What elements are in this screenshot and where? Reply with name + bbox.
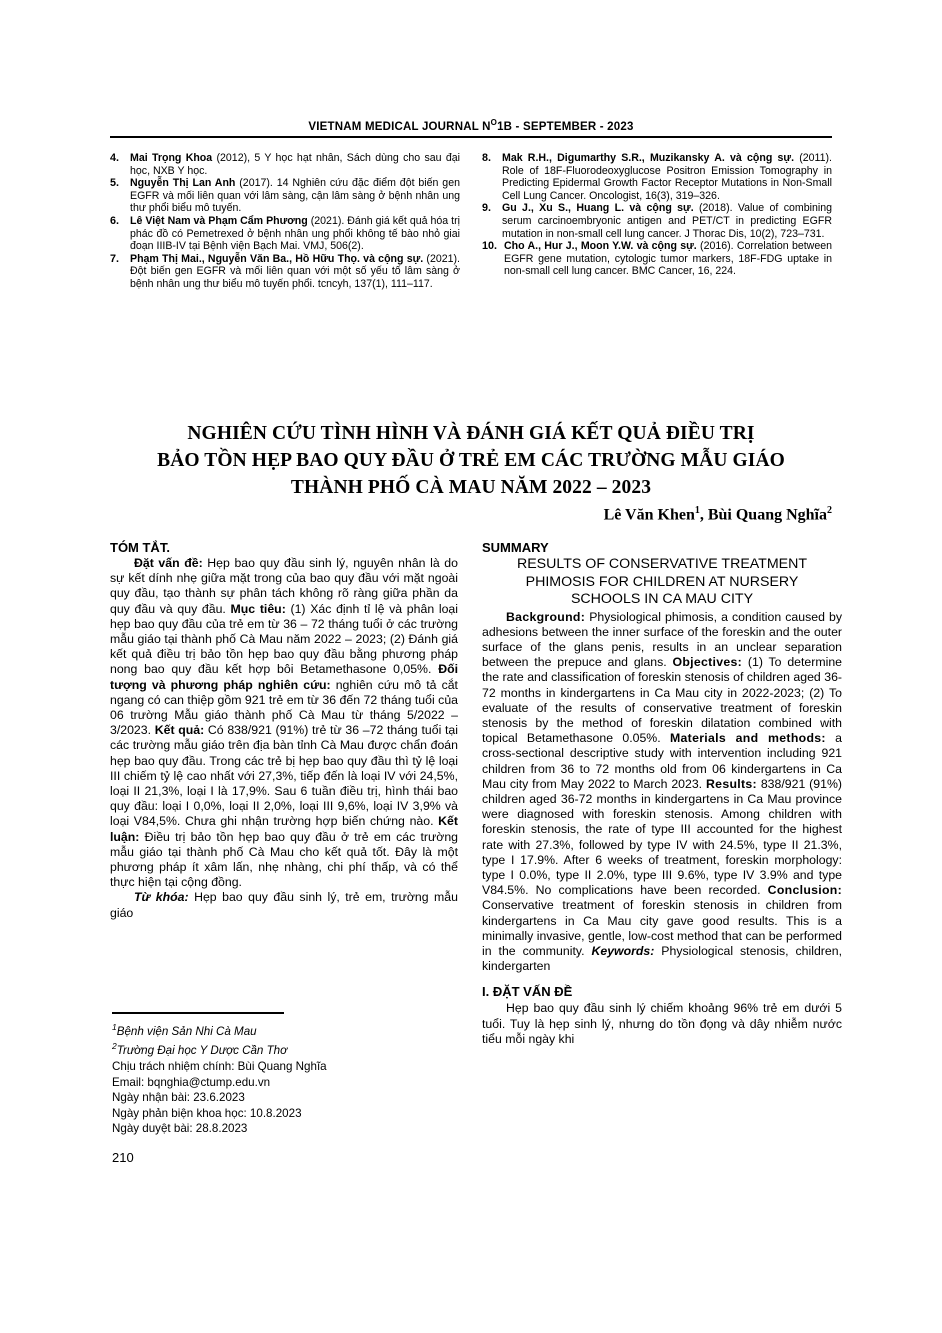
reference-authors: Cho A., Hur J., Moon Y.W. và cộng sự.: [504, 240, 697, 253]
reference-number: 10.: [482, 240, 498, 253]
reference-details: (2011). Role of 18F-Fluorodeoxyglucose Positron Emission Tomography in Predicting Epidermal Growth Factor Receptor Mutations in Non-Small Cell Lung Cancer. Oncologist, 16(3), 319–326.: [502, 152, 832, 202]
author-affiliation-marker: 1: [694, 505, 700, 516]
author-byline: [110, 505, 832, 524]
affiliation-1-text: Bệnh viện Sản Nhi Cà Mau: [116, 1024, 257, 1038]
reference-text: [130, 253, 460, 291]
reference-details: (2021). Đánh giá kết quả hóa trị phác đồ có Pemetrexed ở bệnh nhân ung phổi không tế bào nhỏ giai đoạn IIIB-IV tại Bệnh viện Bạch Mai. VMJ, 506(2).: [130, 214, 460, 253]
footnote-divider: [112, 1012, 284, 1014]
reference-details: (2021). Đột biến gen EGFR và mối liên quan với một số yếu tố lâm sàng ở bệnh nhân ung thư biểu mô tuyến phổi. tcncyh, 137(1), 111–117.: [130, 252, 460, 290]
en-label-conclusion: Conclusion:: [767, 883, 842, 898]
reference-number: 5.: [110, 177, 120, 190]
reference-number: 4.: [110, 152, 120, 164]
reference-text: [130, 177, 460, 215]
reference-details: (2018). Value of combining serum carcinoembryonic antigen and PET/CT in predicting EGFR mutation in non-small cell lung cancer. J Thorac Dis, 10(2), 723–731.: [502, 202, 832, 240]
reference-item: [482, 240, 832, 278]
vn-label-objectives: Mục tiêu:: [230, 601, 286, 616]
affiliation-1: [112, 1020, 462, 1039]
vn-abstract-heading: TÓM TẮT.: [110, 540, 170, 555]
article-title-line: THÀNH PHỐ CÀ MAU NĂM 2022 – 2023: [290, 477, 652, 498]
reference-number: 8.: [482, 152, 492, 164]
reference-item: [110, 177, 460, 215]
en-label-methods: Materials and methods:: [670, 731, 826, 746]
vn-label-methods: Đối tượng và phương pháp nghiên cứu:: [110, 662, 458, 692]
en-text-background: Physiological phimosis, a condition caused by adhesions between the inner surface of the foreskin and the outer surface of the glans penis, results in an unclear separation between the prepuce and glans.: [482, 609, 842, 670]
section-one-heading: I. ĐẶT VẤN ĐỀ: [482, 984, 573, 1000]
affiliation-2-text: Trường Đại học Y Dược Cần Thơ: [116, 1044, 288, 1058]
reference-item: [482, 152, 832, 202]
running-head: [110, 118, 832, 133]
corresponding-email: Email: bqnghia@ctump.edu.vn: [112, 1075, 271, 1089]
reference-item: [110, 253, 460, 291]
reference-details: (2016). Correlation between EGFR gene mutation, cytologic tumor markers, 18F-FDG uptake in non-small cell lung cancer. BMC Cancer, 16, 224.: [504, 240, 833, 278]
affiliation-marker: 1: [112, 1022, 117, 1032]
en-article-title: [482, 556, 842, 609]
reference-item: [110, 215, 460, 253]
vietnamese-abstract-column: [110, 540, 458, 1047]
page-number: 210: [112, 1150, 134, 1165]
en-text-objectives: (1) To determine the rate and classification of foreskin stenosis of children aged 36-72 months in kindergartens in Ca Mau city in 2022-2023; (2) To evaluate of the results of conservative treatment of foreskin stenosis by the method of foreskin dilatation combined with topical Betamethasone 0.05%.: [482, 655, 842, 746]
vn-text-background: Hẹp bao quy đầu sinh lý, nguyên nhân là do sự kết dính nhẹ giữa mặt trong của bao quy đầu với mặt ngoài quy đầu, tạo thành sự phân tách không rõ ràng giữa phần da quy đầu và quy đầu.: [110, 556, 458, 616]
author-name: Lê Văn Khen: [603, 506, 695, 524]
running-head-ordinal: O: [490, 118, 498, 127]
references-column-right: [482, 152, 832, 291]
en-text-methods: a cross-sectional descriptive study with intervention including 921 children from 36 to 72 months old from 06 kindergartens in Ca Mau city from May 2022 to March 2023.: [482, 731, 842, 791]
abstract-columns: [110, 540, 850, 1047]
running-head-prefix: VIETNAM MEDICAL JOURNAL N: [308, 120, 491, 133]
reference-number: 6.: [110, 214, 120, 227]
reference-text: [504, 240, 832, 278]
vn-label-results: Kết quả:: [154, 723, 205, 738]
en-keywords-label: Keywords:: [591, 943, 655, 958]
reference-authors: Mak R.H., Digumarthy S.R., Muzikansky A. và cộng sự.: [502, 152, 795, 164]
article-title-line: BẢO TỒN HẸP BAO QUY ĐẦU Ở TRẺ EM CÁC TRƯỜNG MẪU GIÁO: [157, 450, 785, 471]
vn-label-background: Đặt vấn đề:: [134, 556, 203, 570]
vn-keywords-label: Từ khóa:: [134, 890, 189, 905]
english-abstract-column: [482, 540, 842, 1047]
en-abstract-heading: SUMMARY: [482, 540, 549, 555]
reference-details: (2017). 14 Nghiên cứu đặc điểm đột biến gen EGFR và mối liên quan với lâm sàng, cận lâm sàng ở bệnh nhân ung thư phổi biểu mô tuyến.: [130, 177, 460, 215]
reference-number: 9.: [482, 202, 492, 215]
en-label-results: Results:: [706, 776, 757, 791]
references-column-left: [110, 152, 460, 291]
vn-keywords: [110, 890, 458, 920]
reference-details: (2012), 5 Y học hạt nhân, Sách dùng cho sau đại học, NXB Y học.: [130, 152, 460, 177]
vn-abstract-body: [110, 556, 458, 890]
author-affiliation-marker: 2: [827, 505, 832, 516]
reference-text: [502, 152, 832, 202]
reference-authors: Lê Việt Nam và Phạm Cẩm Phương: [130, 214, 308, 227]
en-article-title-line: PHIMOSIS FOR CHILDREN AT NURSERY: [525, 573, 799, 590]
running-head-suffix: 1B - SEPTEMBER - 2023: [497, 120, 634, 133]
reference-text: [130, 215, 460, 253]
en-label-background: Background:: [506, 609, 586, 624]
accepted-date: Ngày duyệt bài: 28.8.2023: [112, 1122, 248, 1136]
corresponding-author: Chịu trách nhiệm chính: Bùi Quang Nghĩa: [112, 1059, 327, 1073]
reference-text: [130, 152, 460, 177]
affiliation-marker: 2: [112, 1041, 117, 1052]
vn-keywords-text: Hẹp bao quy đầu sinh lý, trẻ em, trường mẫu giáo: [110, 890, 458, 920]
vn-text-results: Có 838/921 (91%) trẻ từ 36 –72 tháng tuổi tại các trường mẫu giáo trên địa bàn tỉnh Cà Mau được chẩn đoán hẹp bao quy đầu. Trong các trẻ bị hẹp bao quy đầu thì tỷ lệ loại III chiếm tỷ lệ cao nhất với 27,3%, tiếp đến là loại IV với 24,5%, loại II 21,3%, loại I là 17,9%. Sau 6 tuần điều trị, hình thái bao quy đầu: loại I 0,0%, loại II 2,0%, loại III 9,6%, loại IV 3,9% và loại V84,5%. Chưa ghi nhận trường hợp biến chứng nào.: [110, 723, 458, 829]
article-title-line: NGHIÊN CỨU TÌNH HÌNH VÀ ĐÁNH GIÁ KẾT QUẢ ĐIỀU TRỊ: [187, 423, 755, 444]
en-keywords-text: Physiological stenosis, children, kindergarten: [482, 943, 842, 974]
article-title: [110, 420, 832, 501]
en-abstract-body: [482, 610, 842, 975]
affiliation-2: [112, 1039, 462, 1058]
review-date: Ngày phản biện khoa học: 10.8.2023: [112, 1106, 302, 1120]
footnote-block: [112, 1020, 462, 1137]
section-one-body: Hẹp bao quy đầu sinh lý chiếm khoảng 96% trẻ em dưới 5 tuổi. Tuy là hẹp sinh lý, nhưng do tồn đọng và dây nhiễm nước tiểu mỗi ngày khi: [482, 1001, 842, 1046]
reference-authors: Mai Trọng Khoa: [130, 152, 213, 164]
vn-text-objectives: (1) Xác định tỉ lệ và phân loại hẹp bao quy đầu của trẻ em từ 36 – 72 tháng tuổi ở các trường mẫu giáo tại thành phố Cà Mau năm 2022 – 2023; (2) Đánh giá kết quả điều trị bảo tồn hẹp bao quy đầu bằng phương pháp nong bao quy đầu kết hợp bôi Betamethasone 0,05%.: [110, 601, 458, 677]
reference-authors: Nguyễn Thị Lan Anh: [130, 177, 236, 190]
author-name: Bùi Quang Nghĩa: [707, 506, 827, 524]
author-separator: ,: [699, 506, 708, 524]
header-divider: [110, 136, 832, 138]
en-text-conclusion: Conservative treatment of foreskin stenosis in children from kindergartens in Ca Mau city gave good results. This is a minimally invasive, gentle, low-cost method that can be performed in the community.: [482, 898, 842, 958]
reference-item: [482, 202, 832, 240]
en-article-title-line: SCHOOLS IN CA MAU CITY: [570, 591, 754, 607]
vn-text-methods: nghiên cứu mô tả cắt ngang có can thiệp gồm 921 trẻ em từ 36 đến 72 tháng tuổi của 06 trường Mẫu giáo thành phố Cà Mau từ tháng 5/2022 – 3/2023.: [110, 677, 458, 738]
vn-text-conclusion: Điều trị bảo tồn hẹp bao quy đầu ở trẻ em các trường mẫu giáo tại thành phố Cà Mau cho kết quả tốt. Đây là một phương pháp ít xâm lấn, nhẹ nhàng, chi phí thấp, và có thể thực hiện tại cộng đồng.: [110, 829, 458, 890]
en-text-results: 838/921 (91%) children aged 36-72 months in kindergartens in Ca Mau province were diagnosed with foreskin stenosis. Among children with foreskin stenosis, the rate of type III accounted for the highest rate with 27.3%, followed by type IV with 24.5%, type II 21.3%, type I 17.9%. After 6 weeks of treatment, foreskin morphology: type I 0.0%, type II 2.0%, type III 9.6%, type IV 3.9% and type V84.5%. No complications have been recorded.: [482, 776, 842, 898]
reference-number: 7.: [110, 252, 120, 265]
en-label-objectives: Objectives:: [672, 655, 743, 670]
received-date: Ngày nhận bài: 23.6.2023: [112, 1091, 245, 1105]
reference-authors: Phạm Thị Mai., Nguyễn Văn Ba., Hồ Hữu Thọ. và cộng sự.: [130, 252, 424, 265]
reference-text: [502, 202, 832, 240]
references-section: [110, 152, 832, 291]
en-article-title-line: RESULTS OF CONSERVATIVE TREATMENT: [516, 556, 808, 572]
vn-label-conclusion: Kết luận:: [110, 814, 458, 844]
reference-authors: Gu J., Xu S., Huang L. và cộng sự.: [502, 202, 694, 215]
reference-item: [110, 152, 460, 177]
